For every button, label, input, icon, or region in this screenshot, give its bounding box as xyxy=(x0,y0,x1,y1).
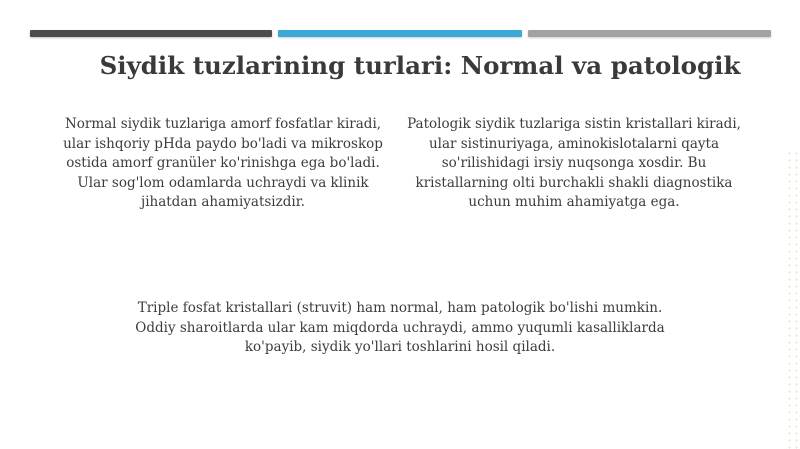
header-bar-dark xyxy=(30,30,272,37)
header-bar-gray xyxy=(528,30,771,37)
triple-phosphate-paragraph: Triple fosfat kristallari (struvit) ham normal, ham patologik bo'lishi mumkin. Oddiy sharoitlarda ular kam miqdorda uchraydi, ammo yuqumli kasalliklarda ko'payib, siydik yo'llari toshlarini hosil qiladi. xyxy=(135,300,665,356)
normal-salts-paragraph: Normal siydik tuzlariga amorf fosfatlar kiradi, ular ishqoriy pHda paydo bo'ladi va mikroskop ostida amorf granüler ko'rinishga ega bo'ladi. Ular sog'lom odamlarda uchraydi va klinik jihatdan ahamiyatsizdir. xyxy=(63,116,383,211)
pathologic-salts-paragraph: Patologik siydik tuzlariga sistin kristallari kiradi, ular sistinuriyaga, aminokislotalarni qayta so'rilishidagi irsiy nuqsonga xosdir. Bu kristallarning olti burchakli shakli diagnostika uchun muhim ahamiyatga ega. xyxy=(407,116,741,211)
header-bar-blue xyxy=(278,30,522,37)
slide-title: Siydik tuzlarining turlari: Normal va patologik xyxy=(99,51,741,80)
decorative-dot-pattern xyxy=(786,150,800,449)
